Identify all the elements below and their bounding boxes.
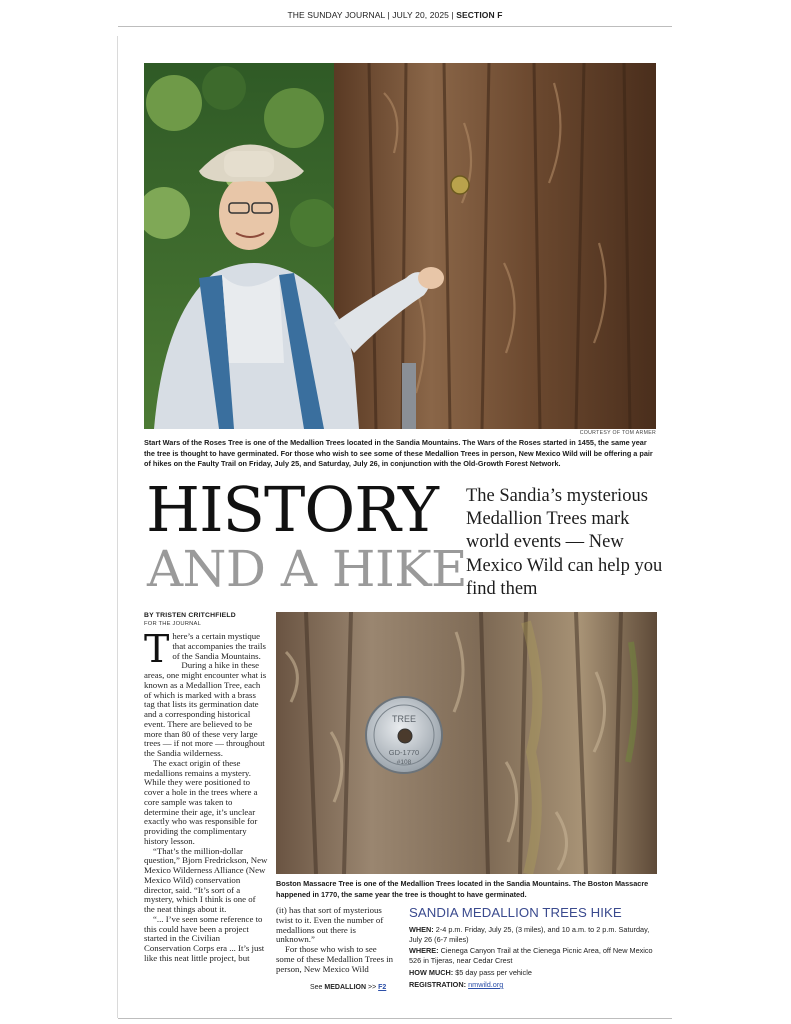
medallion-year: GD-1770 (388, 748, 420, 757)
headline-deck: The Sandia’s mysterious Medallion Trees mark world events — New Mexico Wild can help you find them (466, 486, 663, 599)
article-column-2 (276, 906, 394, 982)
article-paragraph: “... I’ve seen some reference to this could have been a project started in the Civilian Conservation Corps era ... It’s just like this neat little project, but (144, 913, 265, 963)
masthead (118, 6, 672, 24)
masthead-date: JULY 20, 2025 (392, 10, 450, 20)
info-how-much (409, 968, 659, 978)
drop-cap: T (144, 632, 170, 671)
bottom-rule (118, 1018, 672, 1019)
headline-line1: HISTORY (146, 473, 438, 546)
photo-credit: COURTESY OF TOM ARMER (579, 430, 656, 436)
masthead-paper: THE SUNDAY JOURNAL (287, 10, 386, 20)
byline-affiliation: FOR THE JOURNAL (144, 621, 202, 627)
info-registration (409, 980, 659, 990)
info-when-value: 2-4 p.m. Friday, July 25, (3 miles), and 10 a.m. to 2 p.m. Saturday, July 26 (6-7 miles) (409, 925, 650, 944)
medallion-label: TREE (391, 714, 417, 724)
info-when (409, 925, 659, 944)
article-paragraph: The exact origin of these medallions remains a mystery. While they were positioned to cover a hole in the trees where a core sample was taken to determine their age, it’s unclear exactly who was responsible for providing the complimentary history lesson. (144, 757, 258, 846)
jump-page-link[interactable]: F2 (378, 984, 387, 991)
article-paragraph: (it) has that sort of mysterious twist to it. Even the number of medallions out there is unknown.” (276, 906, 384, 945)
left-rule (117, 36, 118, 1018)
hiker-tree-photo (144, 63, 656, 429)
masthead-separator: | (387, 10, 393, 20)
byline-author: BY TRISTEN CRITCHFIELD (144, 612, 236, 619)
headline-line2: AND A HIKE (147, 540, 468, 598)
info-where-value: Cienega Canyon Trail at the Cienega Picnic Area, off New Mexico 526 in Tijeras, near Cedar Crest (409, 946, 653, 965)
article-column-1 (144, 632, 268, 1004)
top-rule (118, 26, 672, 27)
medallion-number: #108 (396, 759, 412, 766)
info-when-label: WHEN: (409, 925, 434, 934)
info-where-label: WHERE: (409, 946, 439, 955)
article-paragraph: During a hike in these areas, one might encounter what is known as a Medallion Tree, each of which is marked with a brass tag that lists its germination date and a corresponding historical event. There are believed to be more than 80 of these very large trees — if not more — throughout the Sandia wilderness. (144, 660, 267, 758)
article-paragraph: There’s a certain mystique that accompanies the trails of the Sandia Mountains. (144, 632, 266, 671)
info-how-much-value: $5 day pass per vehicle (455, 968, 532, 977)
masthead-section: SECTION F (456, 10, 503, 20)
article-paragraph: “That’s the million-dollar question,” Bjorn Fredrickson, New Mexico Wilderness Alliance (New Mexico Wild) conservation director, said. “It’s sort of a mystery, which I think is one of the neat things about it. (144, 845, 268, 914)
info-where (409, 946, 659, 965)
second-photo-caption: Boston Massacre Tree is one of the Medallion Trees located in the Sandia Mountains. The Boston Massacre happened in 1770, the same year the tree is thought to have germinated. (276, 879, 649, 899)
jump-line: See MEDALLION >> F2 (310, 984, 387, 991)
masthead-separator: | (451, 10, 457, 20)
info-how-much-label: HOW MUCH: (409, 968, 454, 977)
top-photo-caption: Start Wars of the Roses Tree is one of the Medallion Trees located in the Sandia Mountains. The Wars of the Roses started in 1455, the same year the tree is thought to have germinated. For those who wish to see some of these Medallion Trees in person, New Mexico Wild will be offering a pair of hikes on the Faulty Trail on Friday, July 25, and Saturday, July 26, in conjunction with the Old-Growth Forest Network. (144, 438, 653, 468)
info-box-title: SANDIA MEDALLION TREES HIKE (409, 905, 622, 920)
jump-word: MEDALLION (324, 984, 367, 991)
article-paragraph: For those who wish to see some of these Medallion Trees in person, New Mexico Wild (276, 944, 394, 974)
registration-link[interactable]: nmwild.org (468, 980, 504, 989)
info-registration-label: REGISTRATION: (409, 980, 467, 989)
medallion-tree-photo (276, 612, 657, 874)
